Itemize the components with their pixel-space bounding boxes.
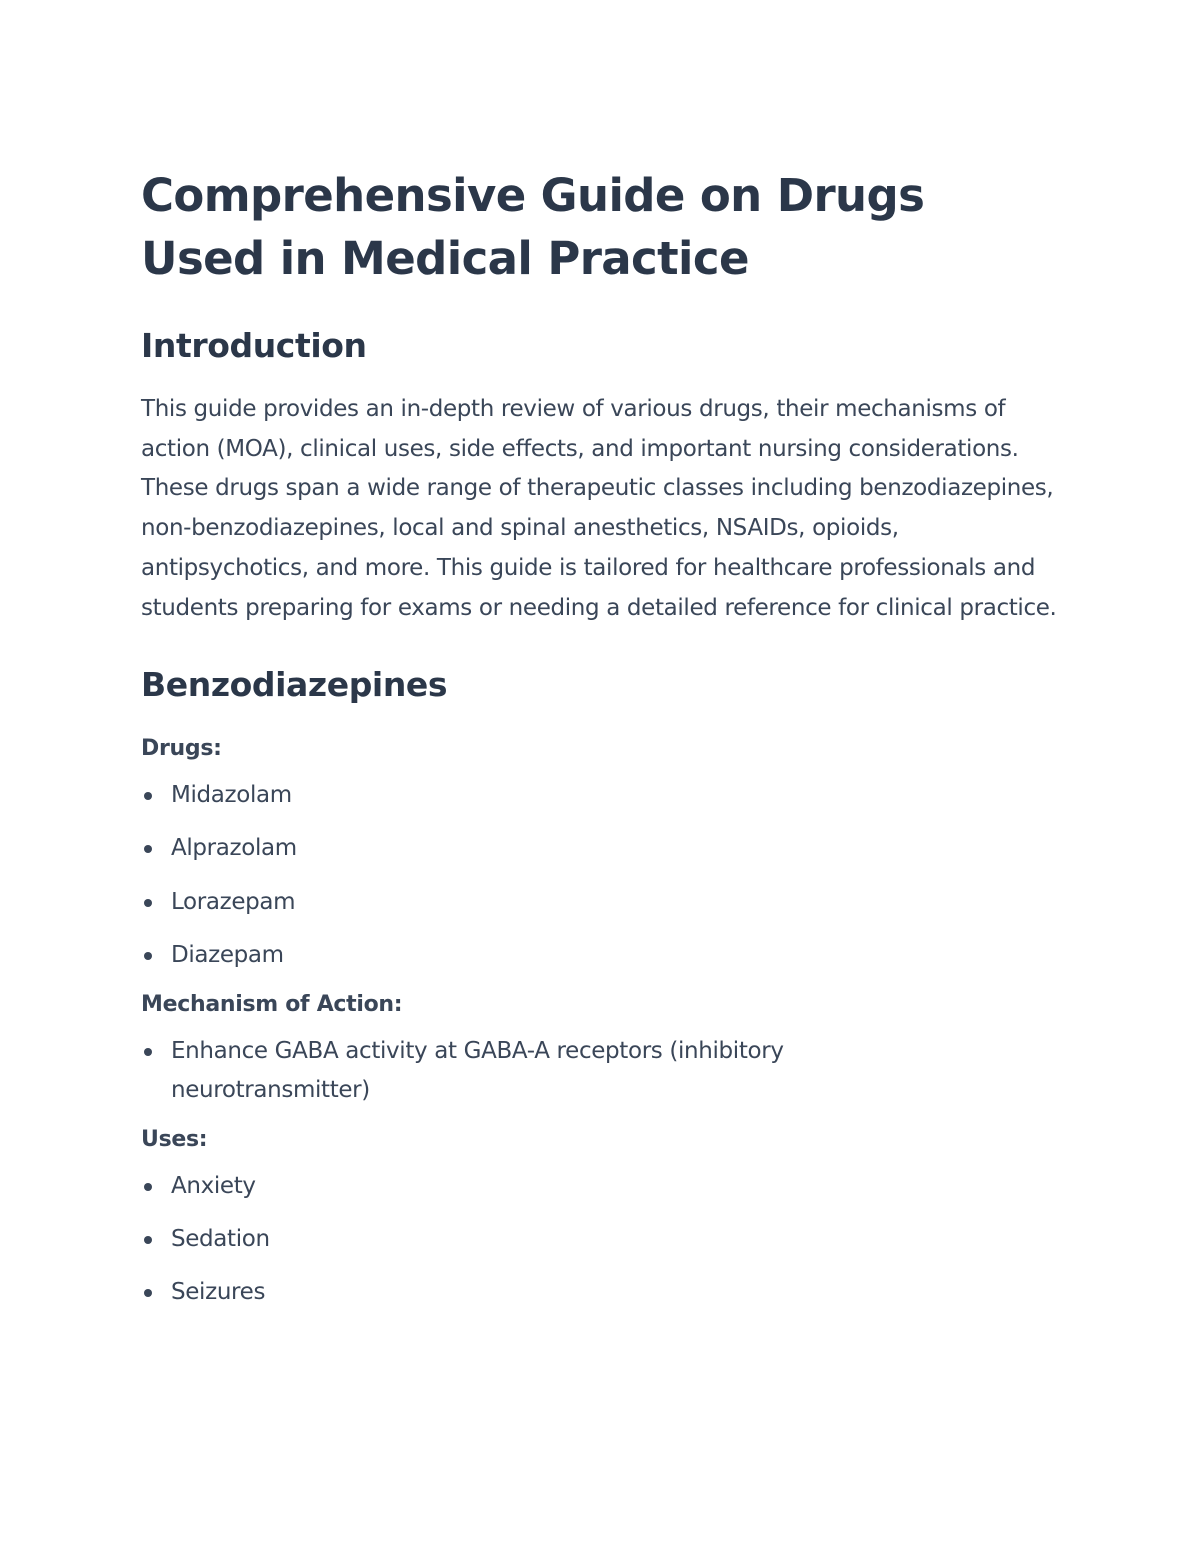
moa-list	[141, 1032, 1061, 1111]
list-item	[141, 883, 1061, 923]
bullet-icon	[144, 899, 152, 907]
list-item	[141, 829, 1061, 869]
bullet-icon	[144, 792, 152, 800]
bullet-icon	[144, 845, 152, 853]
introduction-text: This guide provides an in-depth review of various drugs, their mechanisms of action (MOA), clinical uses, side effects, and important nursing considerations. These drugs span a wide range of therapeutic classes including benzodiazepines, non-benzodiazepines, local and spinal anesthetics, NSAIDs, opioids, antipsychotics, and more. This guide is tailored for healthcare professionals and students preparing for exams or needing a detailed reference for clinical practice.	[141, 396, 1057, 621]
drug-name: Alprazolam	[171, 835, 297, 862]
uses-list	[141, 1167, 1061, 1313]
drug-name: Midazolam	[171, 782, 292, 809]
document-title: Comprehensive Guide on Drugs Used in Medical Practice	[141, 169, 925, 285]
drug-name: Lorazepam	[171, 888, 296, 915]
bullet-icon	[144, 952, 152, 960]
bullet-icon	[144, 1236, 152, 1244]
document-content	[141, 164, 1061, 1313]
use-text: Sedation	[171, 1226, 270, 1253]
list-item	[141, 776, 1061, 816]
use-text: Seizures	[171, 1279, 266, 1306]
moa-label: Mechanism of Action:	[141, 991, 403, 1017]
uses-label: Uses:	[141, 1126, 208, 1152]
drugs-label: Drugs:	[141, 736, 222, 762]
drug-name: Diazepam	[171, 941, 284, 968]
list-item	[141, 1167, 1061, 1207]
bullet-icon	[144, 1289, 152, 1297]
list-item	[141, 936, 1061, 976]
benzodiazepines-heading: Benzodiazepines	[141, 665, 448, 705]
list-item	[141, 1220, 1061, 1260]
drugs-list	[141, 776, 1061, 975]
introduction-heading: Introduction	[141, 326, 367, 365]
list-item	[141, 1273, 1061, 1313]
bullet-icon	[144, 1183, 152, 1191]
use-text: Anxiety	[171, 1172, 256, 1199]
list-item	[141, 1032, 891, 1111]
bullet-icon	[144, 1048, 152, 1056]
moa-text: Enhance GABA activity at GABA-A receptors (inhibitory neurotransmitter)	[171, 1037, 784, 1104]
